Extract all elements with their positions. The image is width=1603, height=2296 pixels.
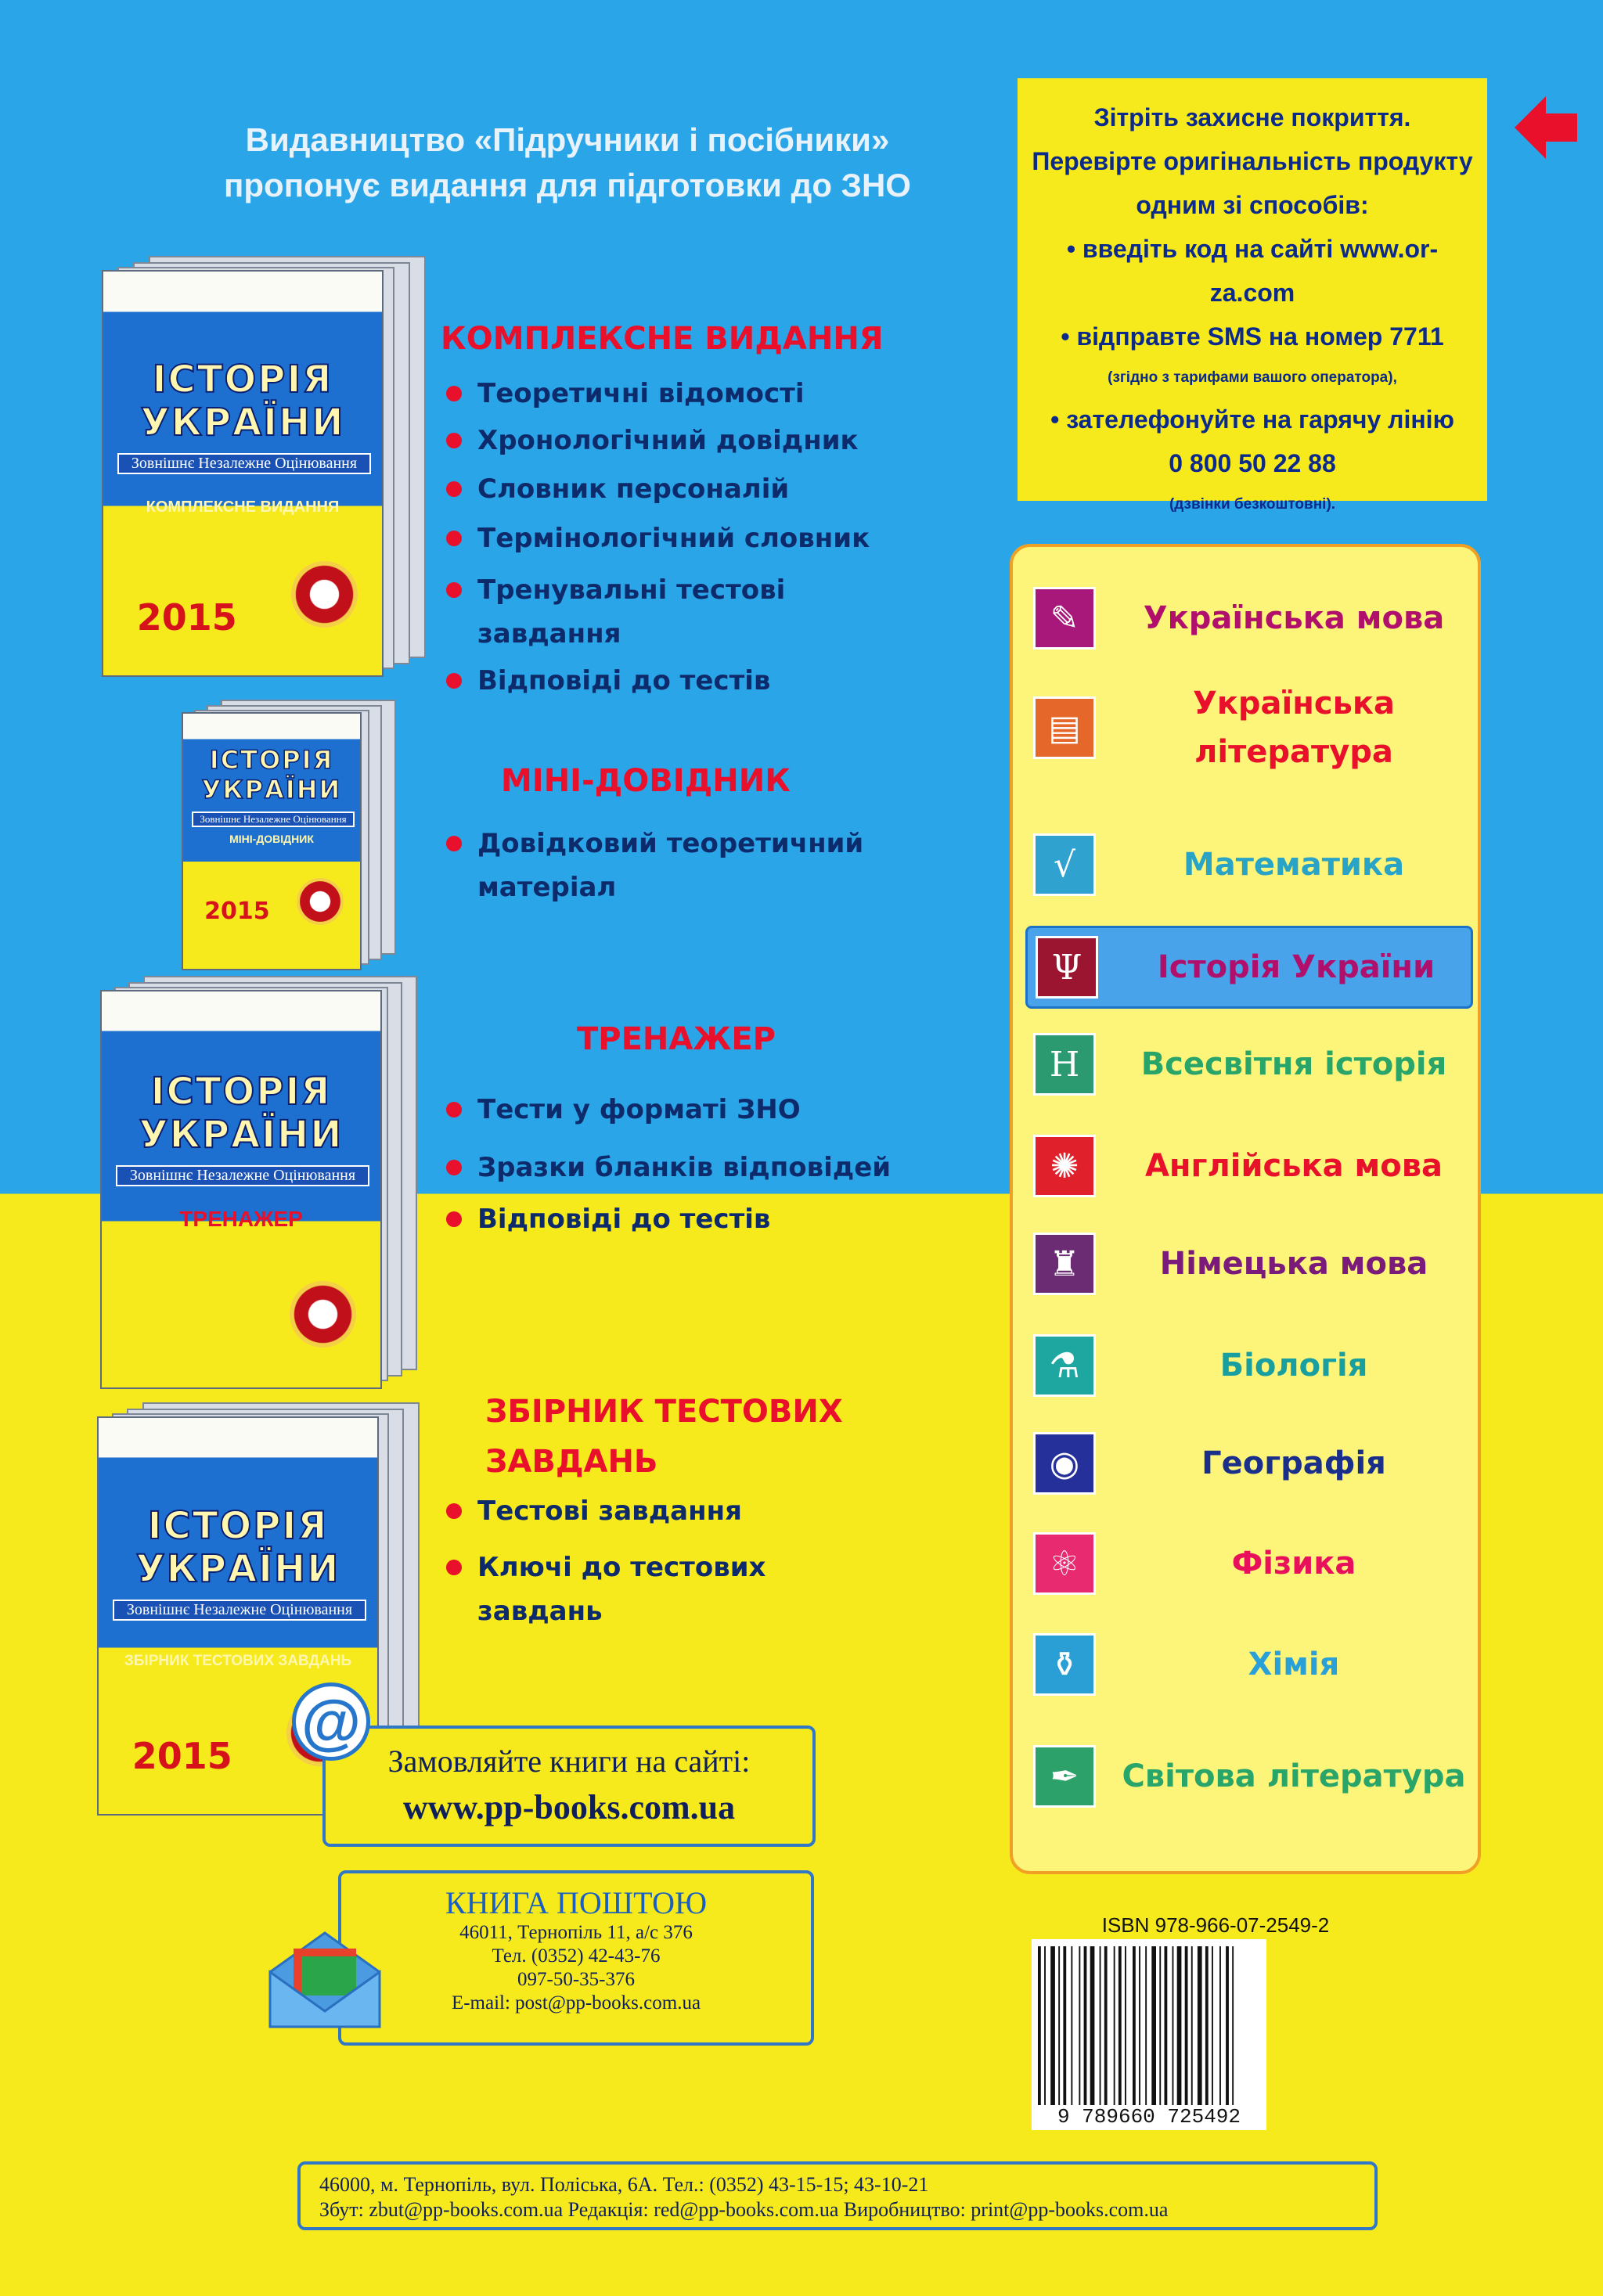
feature-item: Тренувальні тестові завдання [446,568,884,656]
cover-kind: ТРЕНАЖЕР [179,1207,303,1231]
section-heading: КОМПЛЕКСНЕ ВИДАННЯ [441,321,884,357]
subject-item[interactable] [1025,579,1468,657]
cover-kind: ЗБІРНИК ТЕСТОВИХ ЗАВДАНЬ [124,1653,352,1669]
cover-kind: КОМПЛЕКСНЕ ВИДАННЯ [146,498,340,516]
subject-label: Географія [1201,1445,1386,1481]
cover-title-2: УКРАЇНИ [135,1547,340,1591]
website-link[interactable]: www.pp-books.com.ua [402,1788,736,1826]
microscope-icon: ⚗ [1033,1334,1096,1397]
order-online-box [322,1726,816,1847]
cover-title-2: УКРАЇНИ [139,1113,344,1157]
subject-label: Хімія [1248,1646,1340,1682]
subject-label: Українська мова [1143,600,1445,636]
arrow-left-icon [1511,92,1581,163]
subject-label: Історія України [1157,949,1435,985]
cover-title-2: УКРАЇНИ [140,401,345,444]
publisher-intro [117,117,1018,208]
subject-label: Всесвітня історія [1140,1046,1447,1082]
verify-line: • відправте SMS на номер 7711 [1061,322,1444,351]
cover-series: Зовнішнє Незалежне Оцінювання [116,1165,369,1186]
mail-mobile: 097-50-35-376 [517,1969,635,1990]
quill-icon: ✎ [1033,587,1096,650]
book-cover [100,990,382,1389]
subject-item[interactable] [1025,1726,1468,1827]
subject-label: Математика [1183,847,1405,883]
cover-title-1: ІСТОРІЯ [152,358,333,401]
subject-label: Українська література [1192,686,1396,770]
cover-title-2: УКРАЇНИ [201,775,342,804]
subject-label: Німецька мова [1159,1246,1428,1282]
cover-series: Зовнішнє Незалежне Оцінювання [117,453,371,474]
mail-order-title: КНИГА ПОШТОЮ [445,1885,708,1920]
book-cover [102,270,384,677]
section-heading: ТРЕНАЖЕР [577,1021,776,1057]
tariff-note: (згідно з тарифами вашого оператора), [1108,369,1397,386]
intro-line-2: пропонує видання для підготовки до ЗНО [224,167,911,203]
intro-line-1: Видавництво «Підручники і посібники» [245,121,890,158]
column-icon: H [1033,1033,1096,1096]
subject-label: Світова література [1122,1758,1466,1794]
book-icon: ▤ [1033,696,1096,759]
subject-item[interactable] [1025,677,1468,779]
feature-item: Словник персоналій [446,467,789,511]
publisher-address [297,2161,1378,2230]
subject-item[interactable] [1025,826,1468,904]
feature-item: Ключі до тестових завдань [446,1546,884,1633]
seal-icon [297,878,344,925]
cover-kind: МІНІ-ДОВІДНИК [229,833,314,845]
feature-item: Довідковий теоретичний матеріал [446,822,884,909]
authenticity-box [1018,78,1487,513]
subject-item[interactable] [1025,1025,1468,1103]
verify-line: одним зі способів: [1136,191,1369,219]
sqrt-icon: √ [1033,833,1096,896]
mail-email[interactable]: E-mail: post@pp-books.com.ua [451,1992,701,2013]
cover-series: Зовнішнє Незалежне Оцінювання [113,1600,366,1621]
feature-item: Теоретичні відомості [446,372,805,416]
subject-label: Англійська мова [1144,1148,1443,1184]
mail-order-box [338,1870,814,2046]
cover-title-1: ІСТОРІЯ [147,1504,329,1548]
feature-item: Хронологічний довідник [446,419,859,462]
barcode-digits: 9 789660 725492 [1032,2105,1266,2129]
subject-item[interactable] [1025,1524,1468,1603]
subject-item[interactable] [1025,1424,1468,1502]
atom-icon: ⚛ [1033,1532,1096,1595]
verify-line: • введіть код на сайті www.or-za.com [1066,235,1439,307]
verify-line: Перевірте оригінальність продукту [1032,147,1473,175]
subject-item[interactable] [1025,1326,1468,1405]
globe-icon: ◉ [1033,1432,1096,1495]
barcode [1032,1939,1266,2130]
address-line-2: Збут: zbut@pp-books.com.ua Редакція: red@pp-books.com.ua Виробництво: print@pp-books.com.ua [319,2198,1169,2221]
cover-year: 2015 [131,1735,232,1777]
feature-item: Термінологічний словник [446,516,870,560]
envelope-icon [262,1925,387,2035]
isbn-number: ISBN 978-966-07-2549-2 [1101,1913,1330,1937]
subject-label: Фізика [1231,1546,1356,1582]
hotline-number: 0 800 50 22 88 [1169,449,1336,477]
seal-icon [291,561,358,628]
cover-year: 2015 [136,596,237,639]
feature-item: Відповіді до тестів [446,1197,770,1241]
subject-item[interactable] [1025,1625,1468,1704]
section-heading: ЗБІРНИК ТЕСТОВИХ ЗАВДАНЬ [485,1394,843,1480]
hotline-text: • зателефонуйте на гарячу лінію [1050,405,1454,434]
order-text: Замовляйте книги на сайті: [387,1744,751,1779]
cover-title-1: ІСТОРІЯ [150,1070,332,1114]
feature-item: Тестові завдання [446,1489,742,1533]
seal-icon [290,1281,356,1348]
cover-year: 2015 [204,898,270,925]
eagle-icon: ♜ [1033,1233,1096,1295]
feature-item: Зразки бланків відповідей [446,1146,891,1189]
feature-item: Відповіді до тестів [446,659,770,703]
crest-icon: ✺ [1033,1135,1096,1197]
address-line-1: 46000, м. Тернопіль, вул. Поліська, 6А. Тел.: (0352) 43-15-15; 43-10-21 [319,2173,929,2196]
mail-address: 46011, Тернопіль 11, а/с 376 [459,1922,693,1943]
cover-title-1: ІСТОРІЯ [209,745,334,775]
at-sign-icon: @ [292,1682,370,1761]
section-heading: МІНІ-ДОВІДНИК [501,763,791,799]
trident-icon: Ψ [1036,936,1098,999]
feature-item: Тести у форматі ЗНО [446,1088,801,1132]
feather-icon: ✒ [1033,1745,1096,1808]
verify-line: Зітріть захисне покриття. [1093,103,1411,131]
subject-label: Біологія [1219,1348,1368,1384]
free-call-note: (дзвінки безкоштовні). [1169,496,1336,513]
subject-item[interactable] [1025,926,1473,1009]
cover-series: Зовнішнє Незалежне Оцінювання [192,812,354,827]
subject-item[interactable] [1025,1127,1468,1205]
mail-phone: Тел. (0352) 42-43-76 [492,1945,661,1967]
book-cover [182,712,362,970]
subject-item[interactable] [1025,1225,1468,1303]
flask-icon: ⚱ [1033,1633,1096,1696]
